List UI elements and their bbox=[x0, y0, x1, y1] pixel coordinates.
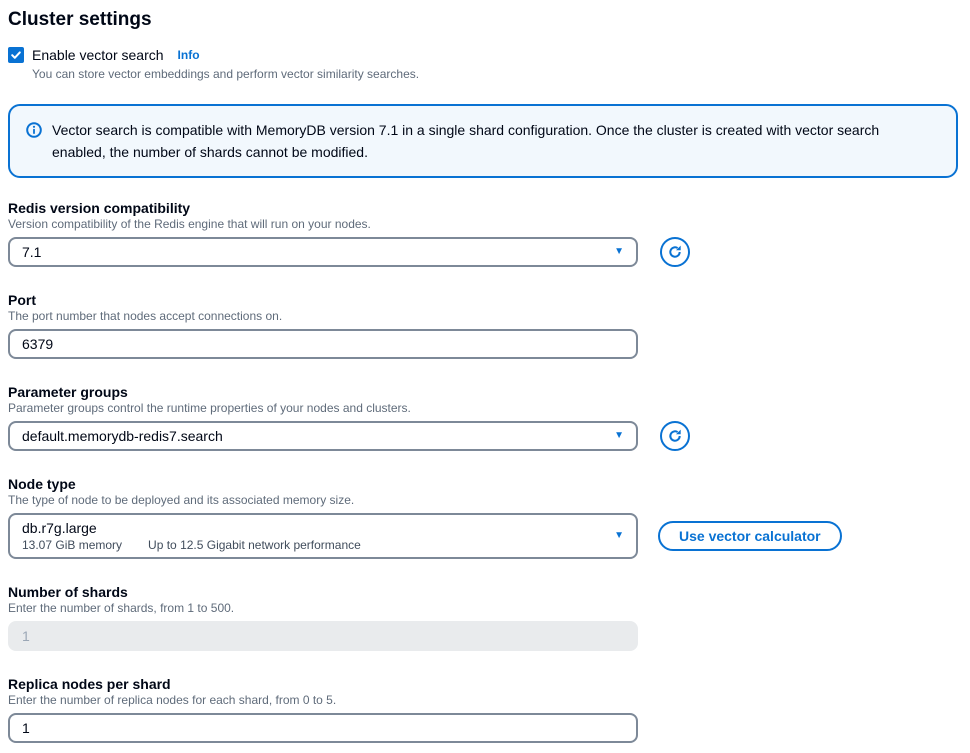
replica-nodes-field bbox=[8, 675, 958, 743]
parameter-groups-field bbox=[8, 383, 958, 451]
port-field bbox=[8, 291, 958, 359]
use-vector-calculator-button[interactable]: Use vector calculator bbox=[658, 521, 842, 551]
redis-version-field bbox=[8, 199, 958, 267]
parameter-groups-select[interactable] bbox=[8, 421, 638, 451]
parameter-groups-label: Parameter groups bbox=[8, 384, 128, 400]
enable-vector-search-checkbox[interactable] bbox=[8, 47, 24, 63]
redis-version-label: Redis version compatibility bbox=[8, 200, 191, 216]
enable-vector-search-row bbox=[8, 45, 958, 65]
refresh-icon bbox=[667, 244, 683, 260]
alert-message: Vector search is compatible with MemoryDB version 7.1 in a single shard configuration. Once the cluster is created with vector search enabled, the number of shards cannot be modified. bbox=[52, 122, 880, 160]
node-type-description: The type of node to be deployed and its associated memory size. bbox=[8, 493, 355, 507]
parameter-groups-selected-value: default.memorydb-redis7.search bbox=[22, 428, 223, 444]
node-type-selected-value: db.r7g.large bbox=[22, 520, 97, 536]
node-type-label: Node type bbox=[8, 476, 76, 492]
chevron-down-icon: ▼ bbox=[614, 530, 624, 541]
port-description: The port number that nodes accept connections on. bbox=[8, 309, 283, 323]
number-of-shards-input bbox=[8, 621, 638, 651]
enable-vector-search-label: Enable vector search bbox=[32, 47, 164, 63]
page-title: Cluster settings bbox=[8, 9, 152, 30]
parameter-groups-refresh-button[interactable] bbox=[660, 421, 690, 451]
number-of-shards-field bbox=[8, 583, 958, 651]
redis-version-refresh-button[interactable] bbox=[660, 237, 690, 267]
refresh-icon bbox=[667, 428, 683, 444]
replica-nodes-label: Replica nodes per shard bbox=[8, 676, 171, 692]
chevron-down-icon: ▼ bbox=[614, 430, 624, 441]
replica-nodes-description: Enter the number of replica nodes for each shard, from 0 to 5. bbox=[8, 693, 337, 707]
number-of-shards-label: Number of shards bbox=[8, 584, 128, 600]
redis-version-selected-value: 7.1 bbox=[22, 244, 42, 260]
node-type-network: Up to 12.5 Gigabit network performance bbox=[148, 538, 361, 552]
node-type-select[interactable] bbox=[8, 513, 638, 559]
checkmark-icon bbox=[10, 49, 22, 61]
parameter-groups-description: Parameter groups control the runtime properties of your nodes and clusters. bbox=[8, 401, 411, 415]
number-of-shards-description: Enter the number of shards, from 1 to 500. bbox=[8, 601, 235, 615]
port-label: Port bbox=[8, 292, 36, 308]
port-input[interactable] bbox=[8, 329, 638, 359]
enable-vector-search-description: You can store vector embeddings and perform vector similarity searches. bbox=[32, 67, 420, 81]
node-type-field bbox=[8, 475, 958, 559]
node-type-memory: 13.07 GiB memory bbox=[22, 538, 123, 552]
redis-version-description: Version compatibility of the Redis engine that will run on your nodes. bbox=[8, 217, 371, 231]
info-circle-icon bbox=[26, 122, 42, 163]
replica-nodes-input[interactable] bbox=[8, 713, 638, 743]
chevron-down-icon: ▼ bbox=[614, 246, 624, 257]
vector-search-info-alert bbox=[8, 104, 958, 178]
redis-version-select[interactable] bbox=[8, 237, 638, 267]
info-link[interactable]: Info bbox=[177, 48, 200, 62]
